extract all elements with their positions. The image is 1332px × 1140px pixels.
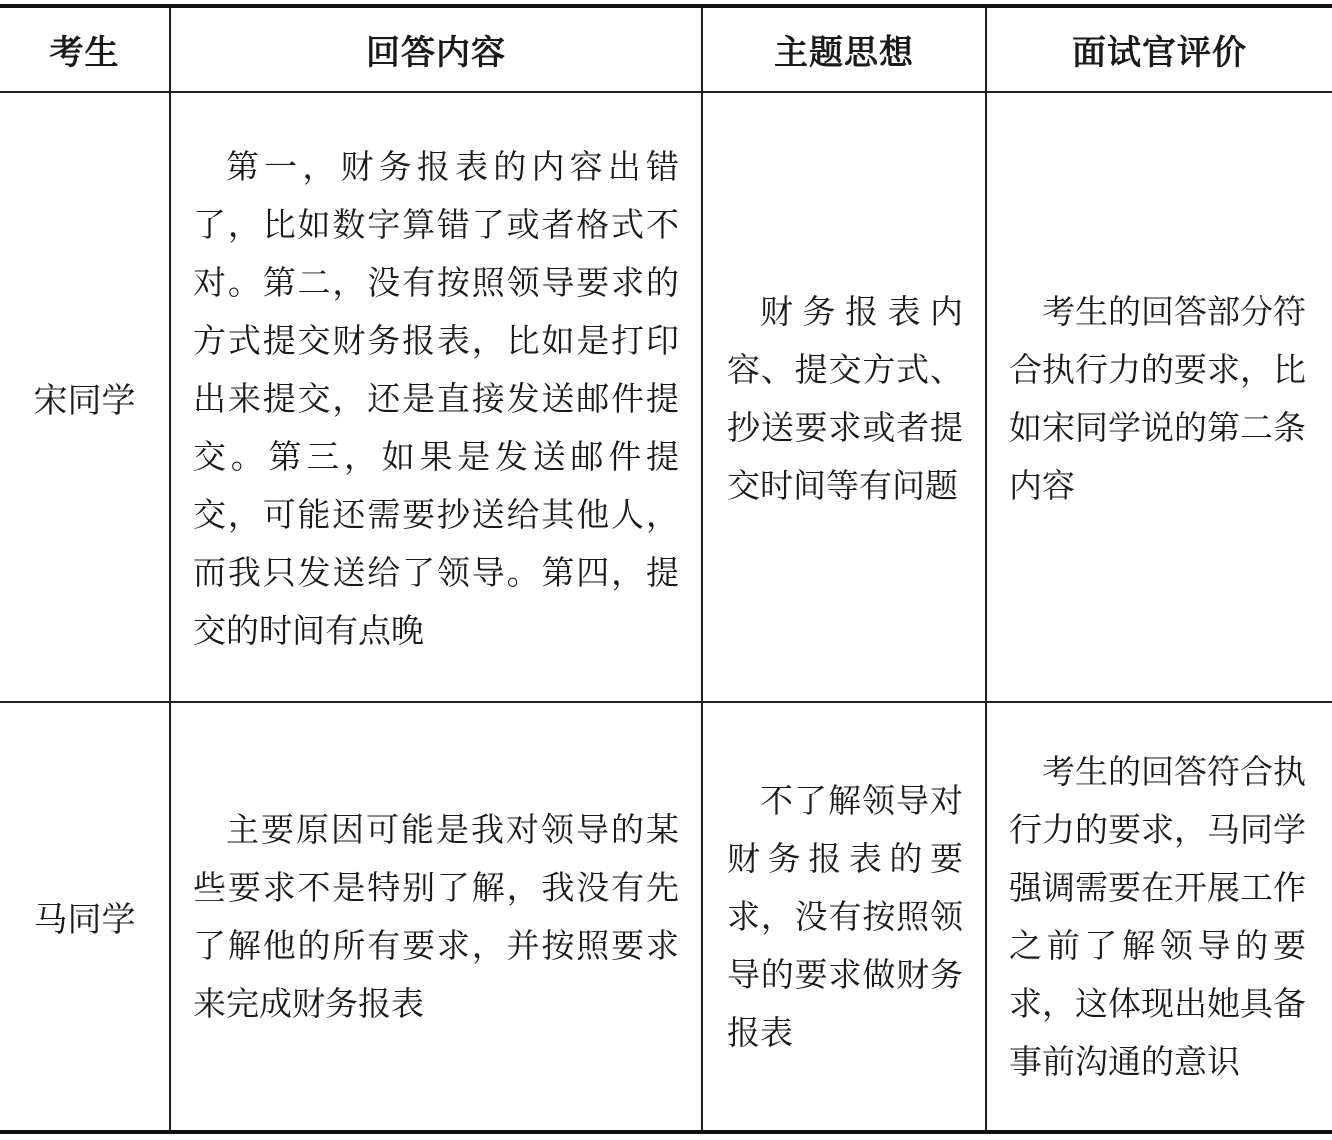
table-row: [0, 702, 1332, 1132]
student-name: 马同学: [0, 702, 170, 1132]
theme-summary: 不了解领导对财务报表的要求，没有按照领导的要求做财务报表: [702, 702, 986, 1132]
answer-content: 主要原因可能是我对领导的某些要求不是特别了解，我没有先了解他的所有要求，并按照要求来完成财务报表: [170, 702, 702, 1132]
interviewer-comment: 考生的回答部分符合执行力的要求，比如宋同学说的第二条内容: [986, 92, 1332, 702]
header-comment: 面试官评价: [986, 6, 1332, 92]
interview-evaluation-table: [0, 4, 1332, 1134]
header-student: 考生: [0, 6, 170, 92]
table-header-row: [0, 6, 1332, 92]
theme-summary: 财务报表内容、提交方式、抄送要求或者提交时间等有问题: [702, 92, 986, 702]
header-answer: 回答内容: [170, 6, 702, 92]
header-theme: 主题思想: [702, 6, 986, 92]
student-name: 宋同学: [0, 92, 170, 702]
interviewer-comment: 考生的回答符合执行力的要求，马同学强调需要在开展工作之前了解领导的要求，这体现出她具备事前沟通的意识: [986, 702, 1332, 1132]
answer-content: 第一，财务报表的内容出错了，比如数字算错了或者格式不对。第二，没有按照领导要求的方式提交财务报表，比如是打印出来提交，还是直接发送邮件提交。第三，如果是发送邮件提交，可能还需要抄送给其他人，而我只发送给了领导。第四，提交的时间有点晚: [170, 92, 702, 702]
table-row: [0, 92, 1332, 702]
